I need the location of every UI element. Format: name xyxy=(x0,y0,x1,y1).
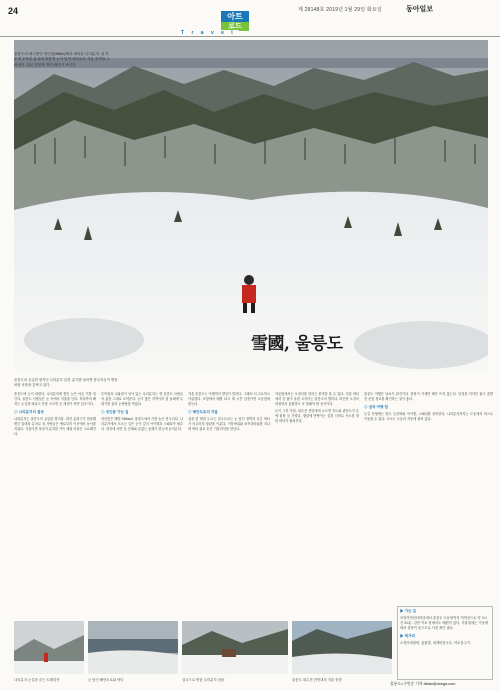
page-header xyxy=(0,0,500,37)
section-title: T r a v e l xyxy=(178,30,239,36)
snow-landscape-image xyxy=(14,40,488,372)
article-column-4 xyxy=(275,392,359,618)
bottom-photo-4 xyxy=(292,621,392,674)
bottom-caption-4: 울릉도 내수전 전망대의 겨울 풍경 xyxy=(292,678,342,682)
paper-name: 동아일보 xyxy=(406,4,434,13)
bottom-photo-3 xyxy=(182,621,288,674)
col1-para-a: 울릉도에 눈이 내린다. 나리분지에 쌓인 눈은 어른 키를 넘긴다. 울릉도 사람들은 눈 속에서 겨울을 난다. 허리까지 빠지는 눈길을 헤치고 산을 오르면 온 세상이 하얀 설국이다. xyxy=(14,392,96,406)
col1-para-b: 나리분지는 울릉도의 유일한 평지다. 화산 분화구가 함몰해 생긴 칼데라 분지로 섬 사람들은 예로부터 이곳에서 농사를 지었다. 겨울이면 폭설이 분지를 가득 채워 마을은 고요해진다. xyxy=(14,416,96,436)
col1-subhead: ◇ 나리분지의 설국 xyxy=(14,409,44,414)
col4-para-b: 눈이 그친 아침, 내수전 전망대에 오르면 죽도와 관음도가 손에 잡힐 듯 가깝다. 햇살에 반짝이는 설경 너머로 독도를 향한 바다가 펼쳐진다. xyxy=(275,408,359,423)
article-column-5 xyxy=(364,392,493,602)
section-logo xyxy=(221,11,249,31)
photo-caption: 울릉도의 최고봉인 성인봉(986m)에서 바라본 나리분지. 섬 가운데 우묵한 분지에 하얗게 눈이 덮여 평화로운 겨울 풍경을 그려낸다. 뒤로 알봉과 멀리 바다가 보인다. xyxy=(14,52,110,67)
article-column-3 xyxy=(188,392,270,618)
col4-para-a: 저동항에서는 오징어를 말리는 풍경을 볼 수 있다. 겨울 바다에서 갓 잡아 올린 오징어는 울릉도의 별미다. 따끈한 오징어내장탕과 홍합밥도 꼭 맛봐야 할 음식이다. xyxy=(275,392,359,406)
article-column-2 xyxy=(101,392,183,618)
bottom-caption-2: 눈 덮인 해안도로와 바다 xyxy=(88,678,124,682)
info-box-subtext: 오징어내장탕, 홍합밥, 따개비칼국수, 약소불고기. xyxy=(400,641,472,646)
page-number: 24 xyxy=(8,6,19,16)
section-logo-bottom: 로드 xyxy=(221,22,249,31)
col2-para-b: 성인봉은 해발 986m로 울릉도에서 가장 높은 봉우리다. 나리분지에서 오르는 길은 눈이 깊어 아이젠과 스패치가 필수다. 정상에 서면 섬 전체와 끝없는 동해가 한눈에 들어온다. xyxy=(101,416,183,431)
info-box-title: ▶ 가는 길 xyxy=(400,609,417,613)
col5-para-b: 눈길 산행에는 방수 등산화와 아이젠, 스패치를 준비한다. 나리분지까지는 도동에서 버스로 이동할 수 있다. 숙소는 도동과 저동에 몰려 있다. xyxy=(364,411,493,421)
col3-subhead: ◇ 해안도로의 겨울 xyxy=(188,409,218,414)
main-photo-caption: 울릉도의 유일한 평지인 나리분지 설경. 분지를 둘러싼 봉우리들이 병풍처럼 마을을 감싸고 있다. xyxy=(14,378,118,388)
col2-para-a: 투막집과 너와집이 남아 있는 나리분지는 옛 울릉도 사람들의 삶을 그대로 보여준다. 눈이 많은 지역이라 집 둘레에 우데기를 둘러 눈바람을 막았다. xyxy=(101,392,183,406)
col5-para-a: 울릉도 여행은 날씨가 관건이다. 풍랑이 거세면 배가 뜨지 않는다. 일정을 넉넉히 잡고 출발 전 운항 정보를 확인하는 것이 좋다. xyxy=(364,392,493,401)
bottom-photo-1 xyxy=(14,621,84,674)
col5-subhead: ◇ 설국 여행 팁 xyxy=(364,404,388,409)
article-column-1 xyxy=(14,392,96,618)
section-logo-top: 아트 xyxy=(221,11,249,22)
main-photo xyxy=(14,40,488,372)
bottom-caption-1: 나리분지 눈길을 걷는 트레킹족 xyxy=(14,678,60,682)
headline: 雪國, 울릉도 xyxy=(251,334,343,354)
byline: 울릉도=구민준 기자 ttsfax@donga.com xyxy=(390,682,456,686)
info-box-text: 포항여객선터미널에서 울릉도 도동항까지 여객선으로 약 3시간 30분. 강릉·묵호 항에서도 배편이 있다. 겨울철에는 기상에 따라 결항이 잦으므로 사전 확인 필수. xyxy=(400,616,488,631)
info-box-subtitle: ▶ 먹거리 xyxy=(400,634,416,639)
issue-info: 제 28148호 2019년 1월 29일 화요일 xyxy=(298,7,382,13)
info-box xyxy=(397,606,493,680)
bottom-photo-2 xyxy=(88,621,178,674)
col3-para-b: 섬을 한 바퀴 두르는 일주도로는 눈 덮인 절벽과 푸른 바다가 어우러져 장관을 이룬다. 거북바위와 코끼리바위를 지나며 바다 위로 솟은 기암괴석을 만난다. xyxy=(188,416,270,431)
col2-subhead: ◇ 성인봉 가는 길 xyxy=(101,409,129,414)
bottom-caption-3: 설국으로 변한 나리분지 마을 xyxy=(182,678,225,682)
col3-para-a: 겨울 울릉도는 여행객의 발길이 뜸하다. 그래서 더 고요하고 아름답다. 포항에서 배를 타고 세 시간 남짓이면 도동항에 닿는다. xyxy=(188,392,270,406)
